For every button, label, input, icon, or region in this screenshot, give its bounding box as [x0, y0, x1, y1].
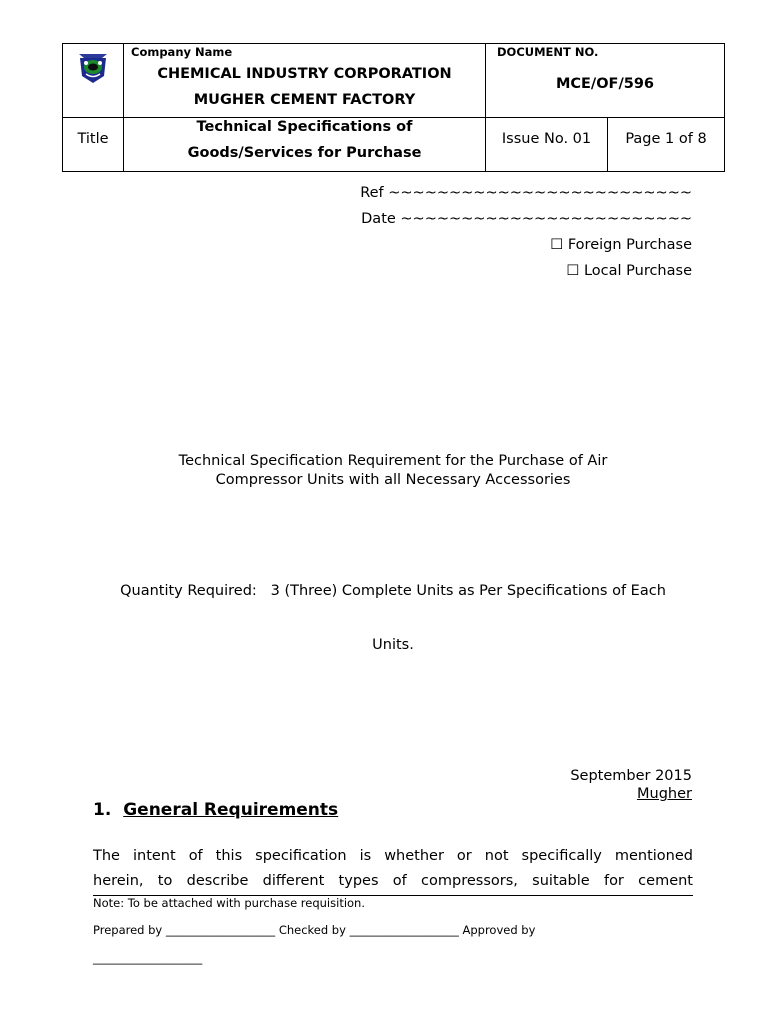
issue-number: Issue No. 01	[501, 131, 592, 147]
paragraph-line1: The intent of this specification is whether or not specifically mentioned	[93, 848, 693, 864]
section-heading	[93, 800, 338, 820]
document-header-table	[62, 43, 725, 172]
company-label: Company Name	[131, 45, 233, 59]
section-number: 1.	[93, 800, 112, 820]
foreign-purchase-checkbox[interactable]: ☐	[550, 237, 564, 253]
specification-title	[0, 452, 768, 490]
document-number-cell	[486, 44, 725, 118]
page-number: Page 1 of 8	[625, 131, 707, 147]
title-cell	[124, 118, 486, 172]
document-number-value: MCE/OF/596	[555, 76, 655, 92]
paragraph-line2: herein, to describe different types of compressors, suitable for cement	[93, 873, 693, 889]
document-place: Mugher	[637, 786, 692, 802]
local-purchase-label: Local Purchase	[583, 263, 692, 279]
checked-by-label: Checked by	[278, 923, 346, 937]
company-name-line2: MUGHER CEMENT FACTORY	[193, 92, 416, 108]
ref-line: Ref ~~~~~~~~~~~~~~~~~~~~~~~~~	[360, 185, 692, 201]
prepared-by-blank: ___________________	[165, 923, 276, 937]
issue-cell	[486, 118, 608, 172]
local-purchase-option[interactable]	[566, 263, 692, 279]
quantity-line1: Quantity Required: 3 (Three) Complete Units as Per Specifications of Each	[120, 583, 666, 599]
section-paragraph	[93, 844, 693, 894]
date-place-block	[570, 767, 692, 803]
signature-line	[93, 923, 535, 937]
quantity-line2: Units.	[372, 637, 414, 653]
checked-by-blank: ___________________	[349, 923, 459, 937]
foreign-purchase-label: Foreign Purchase	[567, 237, 692, 253]
page-cell	[608, 118, 725, 172]
title-label-cell	[63, 118, 124, 172]
date-line: Date ~~~~~~~~~~~~~~~~~~~~~~~~	[361, 211, 692, 227]
section-title: General Requirements	[123, 800, 339, 820]
title-label: Title	[77, 131, 109, 147]
company-logo-icon	[76, 50, 110, 84]
quantity-required	[0, 546, 768, 672]
approved-by-blank: ___________________	[93, 951, 203, 965]
footer-note: Note: To be attached with purchase requisition.	[93, 896, 366, 910]
foreign-purchase-option[interactable]	[550, 237, 692, 253]
document-date: September 2015	[570, 768, 692, 784]
local-purchase-checkbox[interactable]: ☐	[566, 263, 580, 279]
title-line1: Technical Specifications of	[196, 119, 413, 135]
title-line2: Goods/Services for Purchase	[187, 145, 422, 161]
document-number-label: DOCUMENT NO.	[497, 45, 599, 59]
prepared-by-label: Prepared by	[93, 923, 163, 937]
specification-title-line1: Technical Specification Requirement for the Purchase of Air	[178, 453, 608, 469]
approved-by-label: Approved by	[462, 923, 536, 937]
company-name-line1: CHEMICAL INDUSTRY CORPORATION	[157, 66, 452, 82]
company-cell	[124, 44, 486, 118]
specification-title-line2: Compressor Units with all Necessary Accessories	[215, 472, 571, 488]
